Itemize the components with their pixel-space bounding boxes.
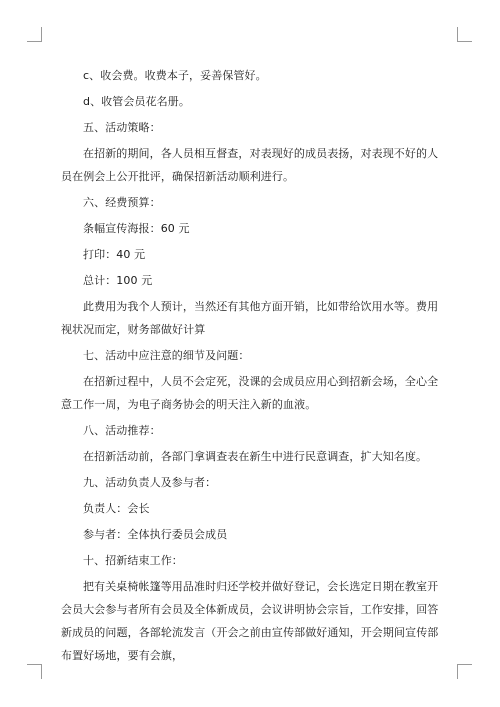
- document-body: [61, 64, 441, 670]
- paragraph-budget-note: 此费用为我个人预计，当然还有其他方面开销，比如带给饮用水等。费用视状况而定，财务部做好计算: [61, 300, 439, 336]
- heading-notes: 七、活动中应注意的细节及问题：: [83, 349, 250, 362]
- paragraph-strategy: 在招新的期间，各人员相互督查，对表现好的成员表扬，对表现不好的人员在例会上公开批评，确保招新活动顺利进行。: [61, 147, 439, 183]
- paragraph-recommendation: 在招新活动前，各部门拿调查表在新生中进行民意调查，扩大知名度。: [83, 450, 428, 463]
- paragraph-lead: 负责人：会长: [83, 502, 150, 515]
- crop-mark-top-left: [27, 27, 42, 42]
- paragraph-wrap-up: 把有关桌椅帐篷等用品准时归还学校并做好登记，会长选定日期在教室开会员大会参与者所有会员及全体新成员，会议讲明协会宗旨，工作安排，回答新成员的问题，各部轮流发言（开会之前由宣传部做好通知，开会期间宣传部布置好场地，要有会旗，: [61, 580, 439, 662]
- budget-printing: 打印：40 元: [83, 248, 146, 261]
- budget-total: 总计：100 元: [83, 274, 153, 287]
- paragraph-fee-collection: c、收会费。收费本子，妥善保管好。: [83, 69, 267, 82]
- crop-mark-bottom-left: [27, 664, 42, 679]
- heading-recommendation: 八、活动推荐：: [83, 424, 161, 437]
- crop-mark-bottom-right: [457, 664, 472, 679]
- paragraph-participants: 参与者：全体执行委员会成员: [83, 528, 228, 541]
- heading-budget: 六、经费预算：: [83, 196, 161, 209]
- paragraph-notes: 在招新过程中，人员不会定死，没课的会成员应用心到招新会场，全心全意工作一周，为电子商务协会的明天注入新的血液。: [61, 375, 439, 411]
- heading-activity-strategy: 五、活动策略：: [83, 121, 161, 134]
- heading-wrap-up: 十、招新结束工作：: [83, 554, 183, 567]
- budget-banner-poster: 条幅宣传海报：60 元: [83, 222, 190, 235]
- paragraph-member-roster: d、收管会员花名册。: [83, 95, 190, 108]
- heading-participants: 九、活动负责人及参与者：: [83, 476, 217, 489]
- crop-mark-top-right: [457, 27, 472, 42]
